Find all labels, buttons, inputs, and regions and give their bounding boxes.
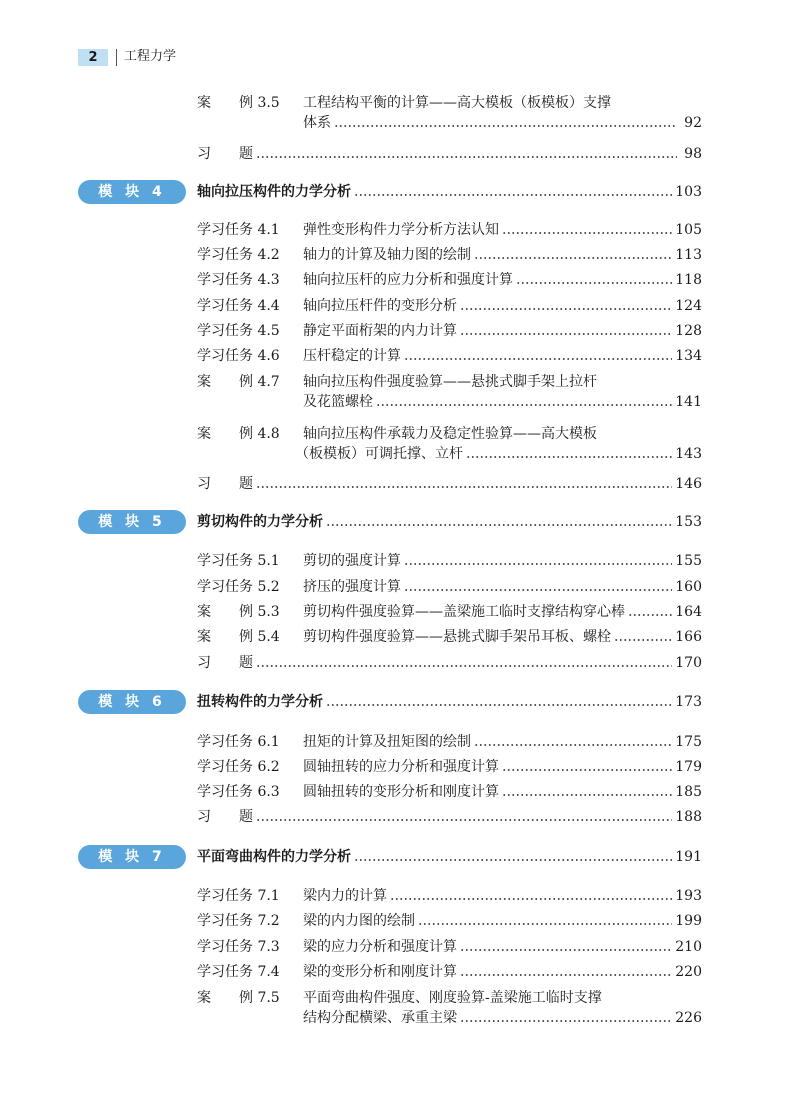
entry-page: 143: [675, 446, 702, 462]
entry-title: 剪切构件强度验算——悬挑式脚手架吊耳板、螺栓: [303, 629, 611, 645]
dot-leader: [390, 886, 672, 906]
entry-label: 习 题: [197, 809, 253, 825]
module-badge: 模 块 6: [78, 690, 186, 714]
entry-title-cont: 及花篮螺栓: [303, 394, 373, 410]
entry-page: 170: [675, 655, 702, 671]
toc-entry[interactable]: [197, 807, 702, 827]
dot-leader: [474, 732, 672, 752]
dot-leader: [404, 346, 672, 366]
dot-leader: [460, 937, 672, 957]
entry-page: 220: [675, 964, 702, 980]
entry-title: 挤压的强度计算: [303, 579, 401, 595]
module-title: 轴向拉压构件的力学分析: [197, 184, 351, 200]
dot-leader: [354, 182, 672, 202]
dot-leader: [460, 1008, 672, 1028]
entry-label: 学习任务 6.1: [197, 734, 280, 750]
entry-title: 梁的应力分析和强度计算: [303, 939, 457, 955]
entry-page: 146: [675, 476, 702, 492]
header-divider: [116, 49, 117, 66]
dot-leader: [326, 692, 672, 712]
entry-title: 轴向拉压构件强度验算——悬挑式脚手架上拉杆: [303, 374, 597, 390]
entry-page: 179: [675, 759, 702, 775]
entry-title: 圆轴扭转的变形分析和刚度计算: [303, 784, 499, 800]
toc-entry[interactable]: [197, 602, 702, 622]
entry-page: 164: [675, 604, 702, 620]
entry-label: 学习任务 5.1: [197, 553, 280, 569]
module-badge: 模 块 4: [78, 180, 186, 204]
entry-title: 平面弯曲构件强度、刚度验算-盖梁施工临时支撑: [303, 990, 602, 1006]
entry-title-cont: 体系: [303, 115, 331, 131]
entry-page: 105: [675, 222, 702, 238]
dot-leader: [502, 757, 672, 777]
page-header: [0, 0, 790, 80]
entry-label: 案 例 5.4: [197, 629, 280, 645]
entry-title: 圆轴扭转的应力分析和强度计算: [303, 759, 499, 775]
toc-entry[interactable]: [197, 474, 702, 494]
dot-leader: [376, 392, 672, 412]
entry-label: 案 例 4.7: [197, 374, 280, 390]
entry-title: 扭矩的计算及扭矩图的绘制: [303, 734, 471, 750]
page-number: 2: [78, 49, 108, 66]
toc-entry[interactable]: [197, 782, 702, 802]
entry-page: 113: [675, 247, 702, 263]
entry-page: 210: [675, 939, 702, 955]
toc-entry[interactable]: [197, 911, 702, 931]
module-badge: 模 块 7: [78, 845, 186, 869]
entry-page: 185: [675, 784, 702, 800]
toc-entry[interactable]: [197, 144, 702, 164]
entry-title: 工程结构平衡的计算——高大模板（板模板）支撑: [303, 95, 611, 111]
dot-leader: [256, 474, 672, 494]
entry-label: 学习任务 5.2: [197, 579, 280, 595]
dot-leader: [516, 270, 672, 290]
toc-entry[interactable]: [197, 937, 702, 957]
entry-title: 梁的变形分析和刚度计算: [303, 964, 457, 980]
module-heading-5[interactable]: [78, 510, 702, 534]
entry-label: 学习任务 6.3: [197, 784, 280, 800]
entry-label: 学习任务 4.1: [197, 222, 280, 238]
toc-entry[interactable]: [197, 220, 702, 240]
entry-label: 案 例 5.3: [197, 604, 280, 620]
entry-label: 学习任务 4.2: [197, 247, 280, 263]
entry-page: 128: [675, 323, 702, 339]
entry-title: 剪切构件强度验算——盖梁施工临时支撑结构穿心棒: [303, 604, 625, 620]
entry-title: 剪切的强度计算: [303, 553, 401, 569]
entry-title: 压杆稳定的计算: [303, 348, 401, 364]
entry-page: 118: [675, 272, 702, 288]
entry-label: 学习任务 4.4: [197, 298, 280, 314]
entry-page: 134: [675, 348, 702, 364]
toc-entry[interactable]: [197, 245, 702, 265]
module-heading-7[interactable]: [78, 845, 702, 869]
entry-title-cont: （板模板）可调托撑、立杆: [295, 446, 463, 462]
entry-title: 弹性变形构件力学分析方法认知: [303, 222, 499, 238]
toc-entry[interactable]: [197, 321, 702, 341]
dot-leader: [460, 296, 672, 316]
entry-page: 188: [675, 809, 702, 825]
entry-title: 静定平面桁架的内力计算: [303, 323, 457, 339]
entry-label: 习 题: [197, 655, 253, 671]
entry-label: 学习任务 7.4: [197, 964, 280, 980]
dot-leader: [354, 847, 672, 867]
entry-title: 轴向拉压杆件的变形分析: [303, 298, 457, 314]
entry-label: 习 题: [197, 146, 253, 162]
entry-label: 学习任务 7.2: [197, 913, 280, 929]
module-heading-6[interactable]: [78, 690, 702, 714]
toc-entry[interactable]: [197, 988, 702, 1028]
toc-entry[interactable]: [197, 93, 702, 133]
dot-leader: [326, 512, 672, 532]
dot-leader: [404, 577, 672, 597]
dot-leader: [502, 782, 672, 802]
dot-leader: [404, 551, 672, 571]
dot-leader: [628, 602, 672, 622]
entry-label: 学习任务 7.3: [197, 939, 280, 955]
toc-entry[interactable]: [197, 627, 702, 647]
entry-page: 175: [675, 734, 702, 750]
entry-label: 学习任务 4.5: [197, 323, 280, 339]
toc-entry[interactable]: [197, 757, 702, 777]
entry-page: 226: [675, 1010, 702, 1026]
module-badge: 模 块 5: [78, 510, 186, 534]
entry-page: 124: [675, 298, 702, 314]
module-page: 191: [675, 849, 702, 865]
entry-label: 学习任务 6.2: [197, 759, 280, 775]
toc-entry[interactable]: [197, 346, 702, 366]
dot-leader: [502, 220, 672, 240]
toc-entry[interactable]: [197, 372, 702, 412]
entry-page: 141: [675, 394, 702, 410]
toc-entry[interactable]: [197, 296, 702, 316]
entry-page: 155: [675, 553, 702, 569]
entry-title: 梁内力的计算: [303, 888, 387, 904]
module-page: 103: [675, 184, 702, 200]
module-title: 剪切构件的力学分析: [197, 514, 323, 530]
entry-label: 案 例 7.5: [197, 990, 280, 1006]
entry-page: 98: [684, 146, 702, 162]
toc-entry[interactable]: [197, 424, 702, 464]
dot-leader: [466, 444, 672, 464]
entry-page: 199: [675, 913, 702, 929]
dot-leader: [256, 653, 672, 673]
module-page: 173: [675, 694, 702, 710]
entry-title: 轴力的计算及轴力图的绘制: [303, 247, 471, 263]
dot-leader: [474, 245, 672, 265]
entry-label: 学习任务 4.3: [197, 272, 280, 288]
entry-label: 学习任务 7.1: [197, 888, 280, 904]
dot-leader: [460, 962, 672, 982]
entry-page: 166: [675, 629, 702, 645]
toc-entry[interactable]: [197, 577, 702, 597]
module-title: 扭转构件的力学分析: [197, 694, 323, 710]
toc-entry[interactable]: [197, 551, 702, 571]
entry-title: 梁的内力图的绘制: [303, 913, 415, 929]
dot-leader: [256, 144, 677, 164]
entry-label: 习 题: [197, 476, 253, 492]
toc-entry[interactable]: [197, 886, 702, 906]
module-page: 153: [675, 514, 702, 530]
entry-label: 案 例 4.8: [197, 426, 280, 442]
toc-entry[interactable]: [197, 732, 702, 752]
entry-title: 轴向拉压杆的应力分析和强度计算: [303, 272, 513, 288]
entry-title: 轴向拉压构件承载力及稳定性验算——高大模板: [303, 426, 597, 442]
dot-leader: [334, 113, 677, 133]
entry-page: 92: [684, 115, 702, 131]
dot-leader: [460, 321, 672, 341]
module-title: 平面弯曲构件的力学分析: [197, 849, 351, 865]
entry-label: 学习任务 4.6: [197, 348, 280, 364]
dot-leader: [614, 627, 672, 647]
toc-entry[interactable]: [197, 653, 702, 673]
module-heading-4[interactable]: [78, 180, 702, 204]
entry-title-cont: 结构分配横梁、承重主梁: [303, 1010, 457, 1026]
entry-page: 193: [675, 888, 702, 904]
entry-page: 160: [675, 579, 702, 595]
toc-entry[interactable]: [197, 270, 702, 290]
entry-label: 案 例 3.5: [197, 95, 280, 111]
dot-leader: [418, 911, 672, 931]
toc-entry[interactable]: [197, 962, 702, 982]
book-title: 工程力学: [124, 49, 177, 64]
dot-leader: [256, 807, 672, 827]
